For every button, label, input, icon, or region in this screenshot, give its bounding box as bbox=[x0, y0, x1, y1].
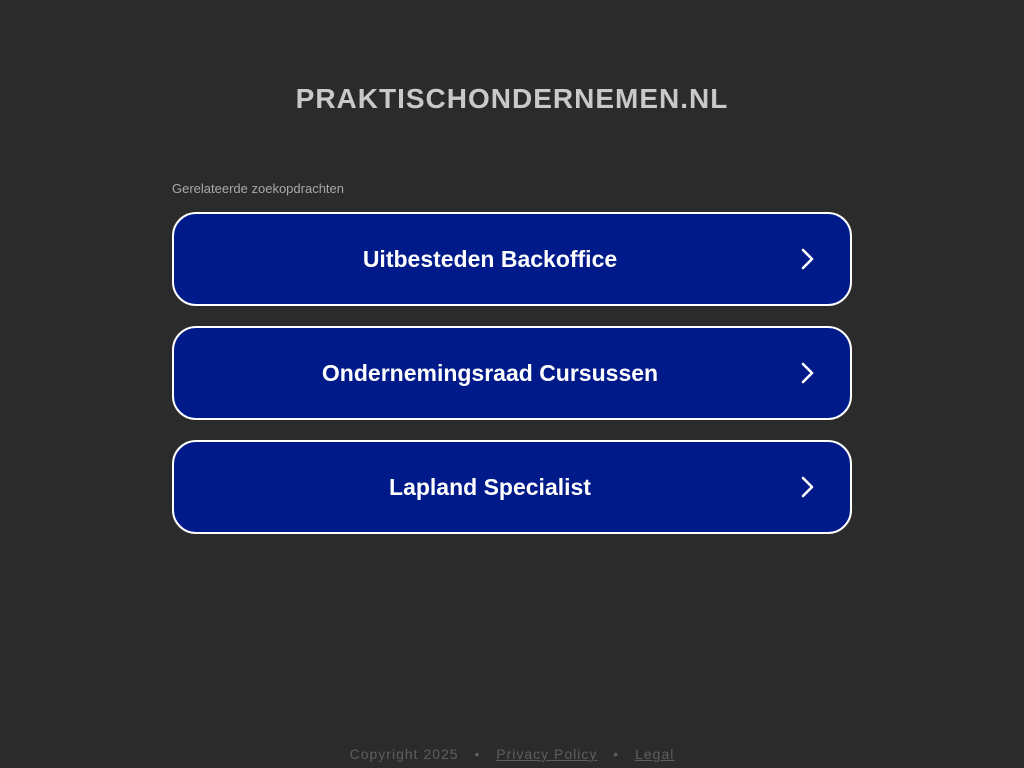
related-searches-label: Gerelateerde zoekopdrachten bbox=[172, 181, 345, 196]
chevron-right-icon bbox=[796, 362, 818, 384]
related-search-label: Lapland Specialist bbox=[389, 474, 591, 500]
copyright-text: Copyright 2025 bbox=[349, 746, 459, 762]
related-search-button-ondernemingsraad-cursussen[interactable] bbox=[172, 326, 852, 420]
related-search-label: Uitbesteden Backoffice bbox=[362, 246, 618, 272]
related-search-button-lapland-specialist[interactable] bbox=[172, 440, 852, 534]
related-search-button-uitbesteden-backoffice[interactable] bbox=[172, 212, 852, 306]
legal-link[interactable]: Legal bbox=[635, 746, 675, 762]
related-search-label: Ondernemingsraad Cursussen bbox=[321, 360, 659, 386]
privacy-policy-link[interactable]: Privacy Policy bbox=[496, 746, 598, 762]
related-searches-list bbox=[172, 212, 852, 554]
chevron-right-icon bbox=[796, 476, 818, 498]
domain-title: PRAKTISCHONDERNEMEN.NL bbox=[295, 83, 729, 114]
footer bbox=[0, 746, 1024, 762]
chevron-right-icon bbox=[796, 248, 818, 270]
footer-separator: • bbox=[613, 746, 620, 762]
footer-separator: • bbox=[474, 746, 481, 762]
